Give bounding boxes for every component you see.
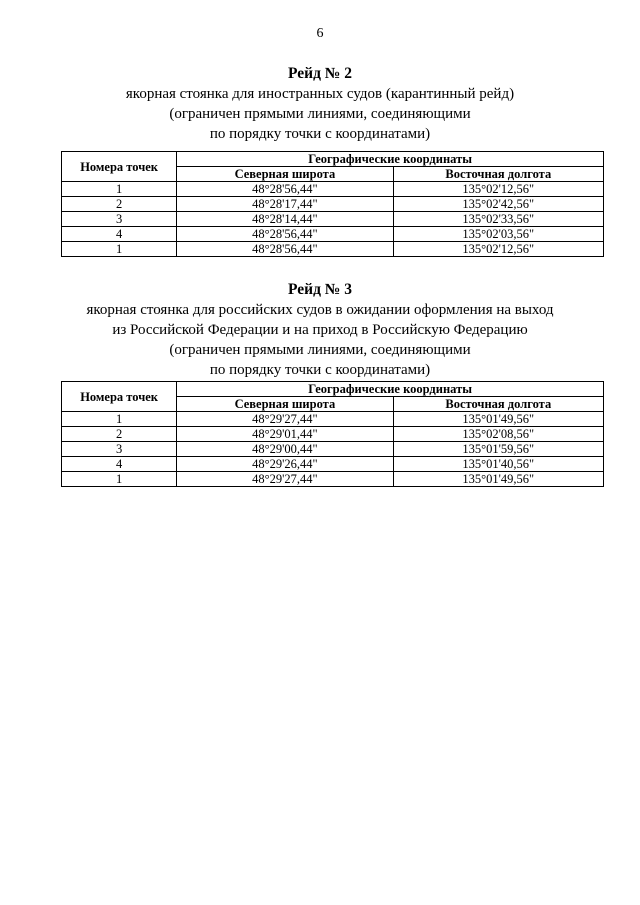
description-line: по порядку точки с координатами): [209, 362, 431, 378]
section-description: [0, 84, 640, 144]
cell-longitude: 135°02'12,56": [393, 182, 603, 197]
cell-latitude: 48°28'56,44": [177, 227, 393, 242]
header-points: Номера точек: [62, 152, 177, 182]
description-line: из Российской Федерации и на приход в Российскую Федерацию: [112, 322, 528, 338]
header-longitude: Восточная долгота: [393, 167, 603, 182]
cell-point: 1: [62, 472, 177, 487]
description-line: якорная стоянка для иностранных судов (карантинный рейд): [125, 86, 515, 102]
section-title: Рейд № 3: [288, 281, 352, 298]
section-title: Рейд № 2: [288, 65, 352, 82]
cell-latitude: 48°28'14,44": [177, 212, 393, 227]
cell-point: 1: [62, 182, 177, 197]
cell-longitude: 135°02'08,56": [393, 427, 603, 442]
section-raid-3: [0, 280, 640, 380]
coordinates-table: [61, 381, 604, 487]
cell-latitude: 48°29'00,44": [177, 442, 393, 457]
cell-point: 1: [62, 412, 177, 427]
table-row: [62, 457, 604, 472]
cell-point: 2: [62, 197, 177, 212]
cell-latitude: 48°29'26,44": [177, 457, 393, 472]
cell-latitude: 48°29'27,44": [177, 472, 393, 487]
cell-point: 4: [62, 227, 177, 242]
table-row: [62, 197, 604, 212]
cell-point: 4: [62, 457, 177, 472]
cell-latitude: 48°28'56,44": [177, 182, 393, 197]
cell-longitude: 135°02'33,56": [393, 212, 603, 227]
cell-longitude: 135°02'42,56": [393, 197, 603, 212]
section-description: [0, 300, 640, 380]
page-number: 6: [316, 26, 324, 41]
table-row: [62, 182, 604, 197]
header-latitude: Северная широта: [177, 397, 393, 412]
description-line: якорная стоянка для российских судов в ожидании оформления на выход: [86, 302, 554, 318]
header-latitude: Северная широта: [177, 167, 393, 182]
coordinates-table: [61, 151, 604, 257]
cell-point: 1: [62, 242, 177, 257]
table-row: [62, 242, 604, 257]
cell-latitude: 48°28'17,44": [177, 197, 393, 212]
cell-latitude: 48°29'27,44": [177, 412, 393, 427]
header-points: Номера точек: [62, 382, 177, 412]
cell-latitude: 48°28'56,44": [177, 242, 393, 257]
description-line: по порядку точки с координатами): [209, 126, 431, 142]
description-line: (ограничен прямыми линиями, соединяющими: [169, 106, 471, 122]
cell-longitude: 135°01'40,56": [393, 457, 603, 472]
table-row: [62, 472, 604, 487]
header-geo: Географические координаты: [177, 152, 604, 167]
cell-point: 3: [62, 212, 177, 227]
cell-latitude: 48°29'01,44": [177, 427, 393, 442]
cell-longitude: 135°02'03,56": [393, 227, 603, 242]
header-geo: Географические координаты: [177, 382, 604, 397]
table-row: [62, 212, 604, 227]
table-row: [62, 412, 604, 427]
table-row: [62, 442, 604, 457]
cell-longitude: 135°01'59,56": [393, 442, 603, 457]
table-row: [62, 427, 604, 442]
section-raid-2: [0, 64, 640, 144]
cell-longitude: 135°02'12,56": [393, 242, 603, 257]
cell-longitude: 135°01'49,56": [393, 412, 603, 427]
cell-point: 3: [62, 442, 177, 457]
cell-point: 2: [62, 427, 177, 442]
table-row: [62, 227, 604, 242]
description-line: (ограничен прямыми линиями, соединяющими: [169, 342, 471, 358]
cell-longitude: 135°01'49,56": [393, 472, 603, 487]
header-longitude: Восточная долгота: [393, 397, 603, 412]
